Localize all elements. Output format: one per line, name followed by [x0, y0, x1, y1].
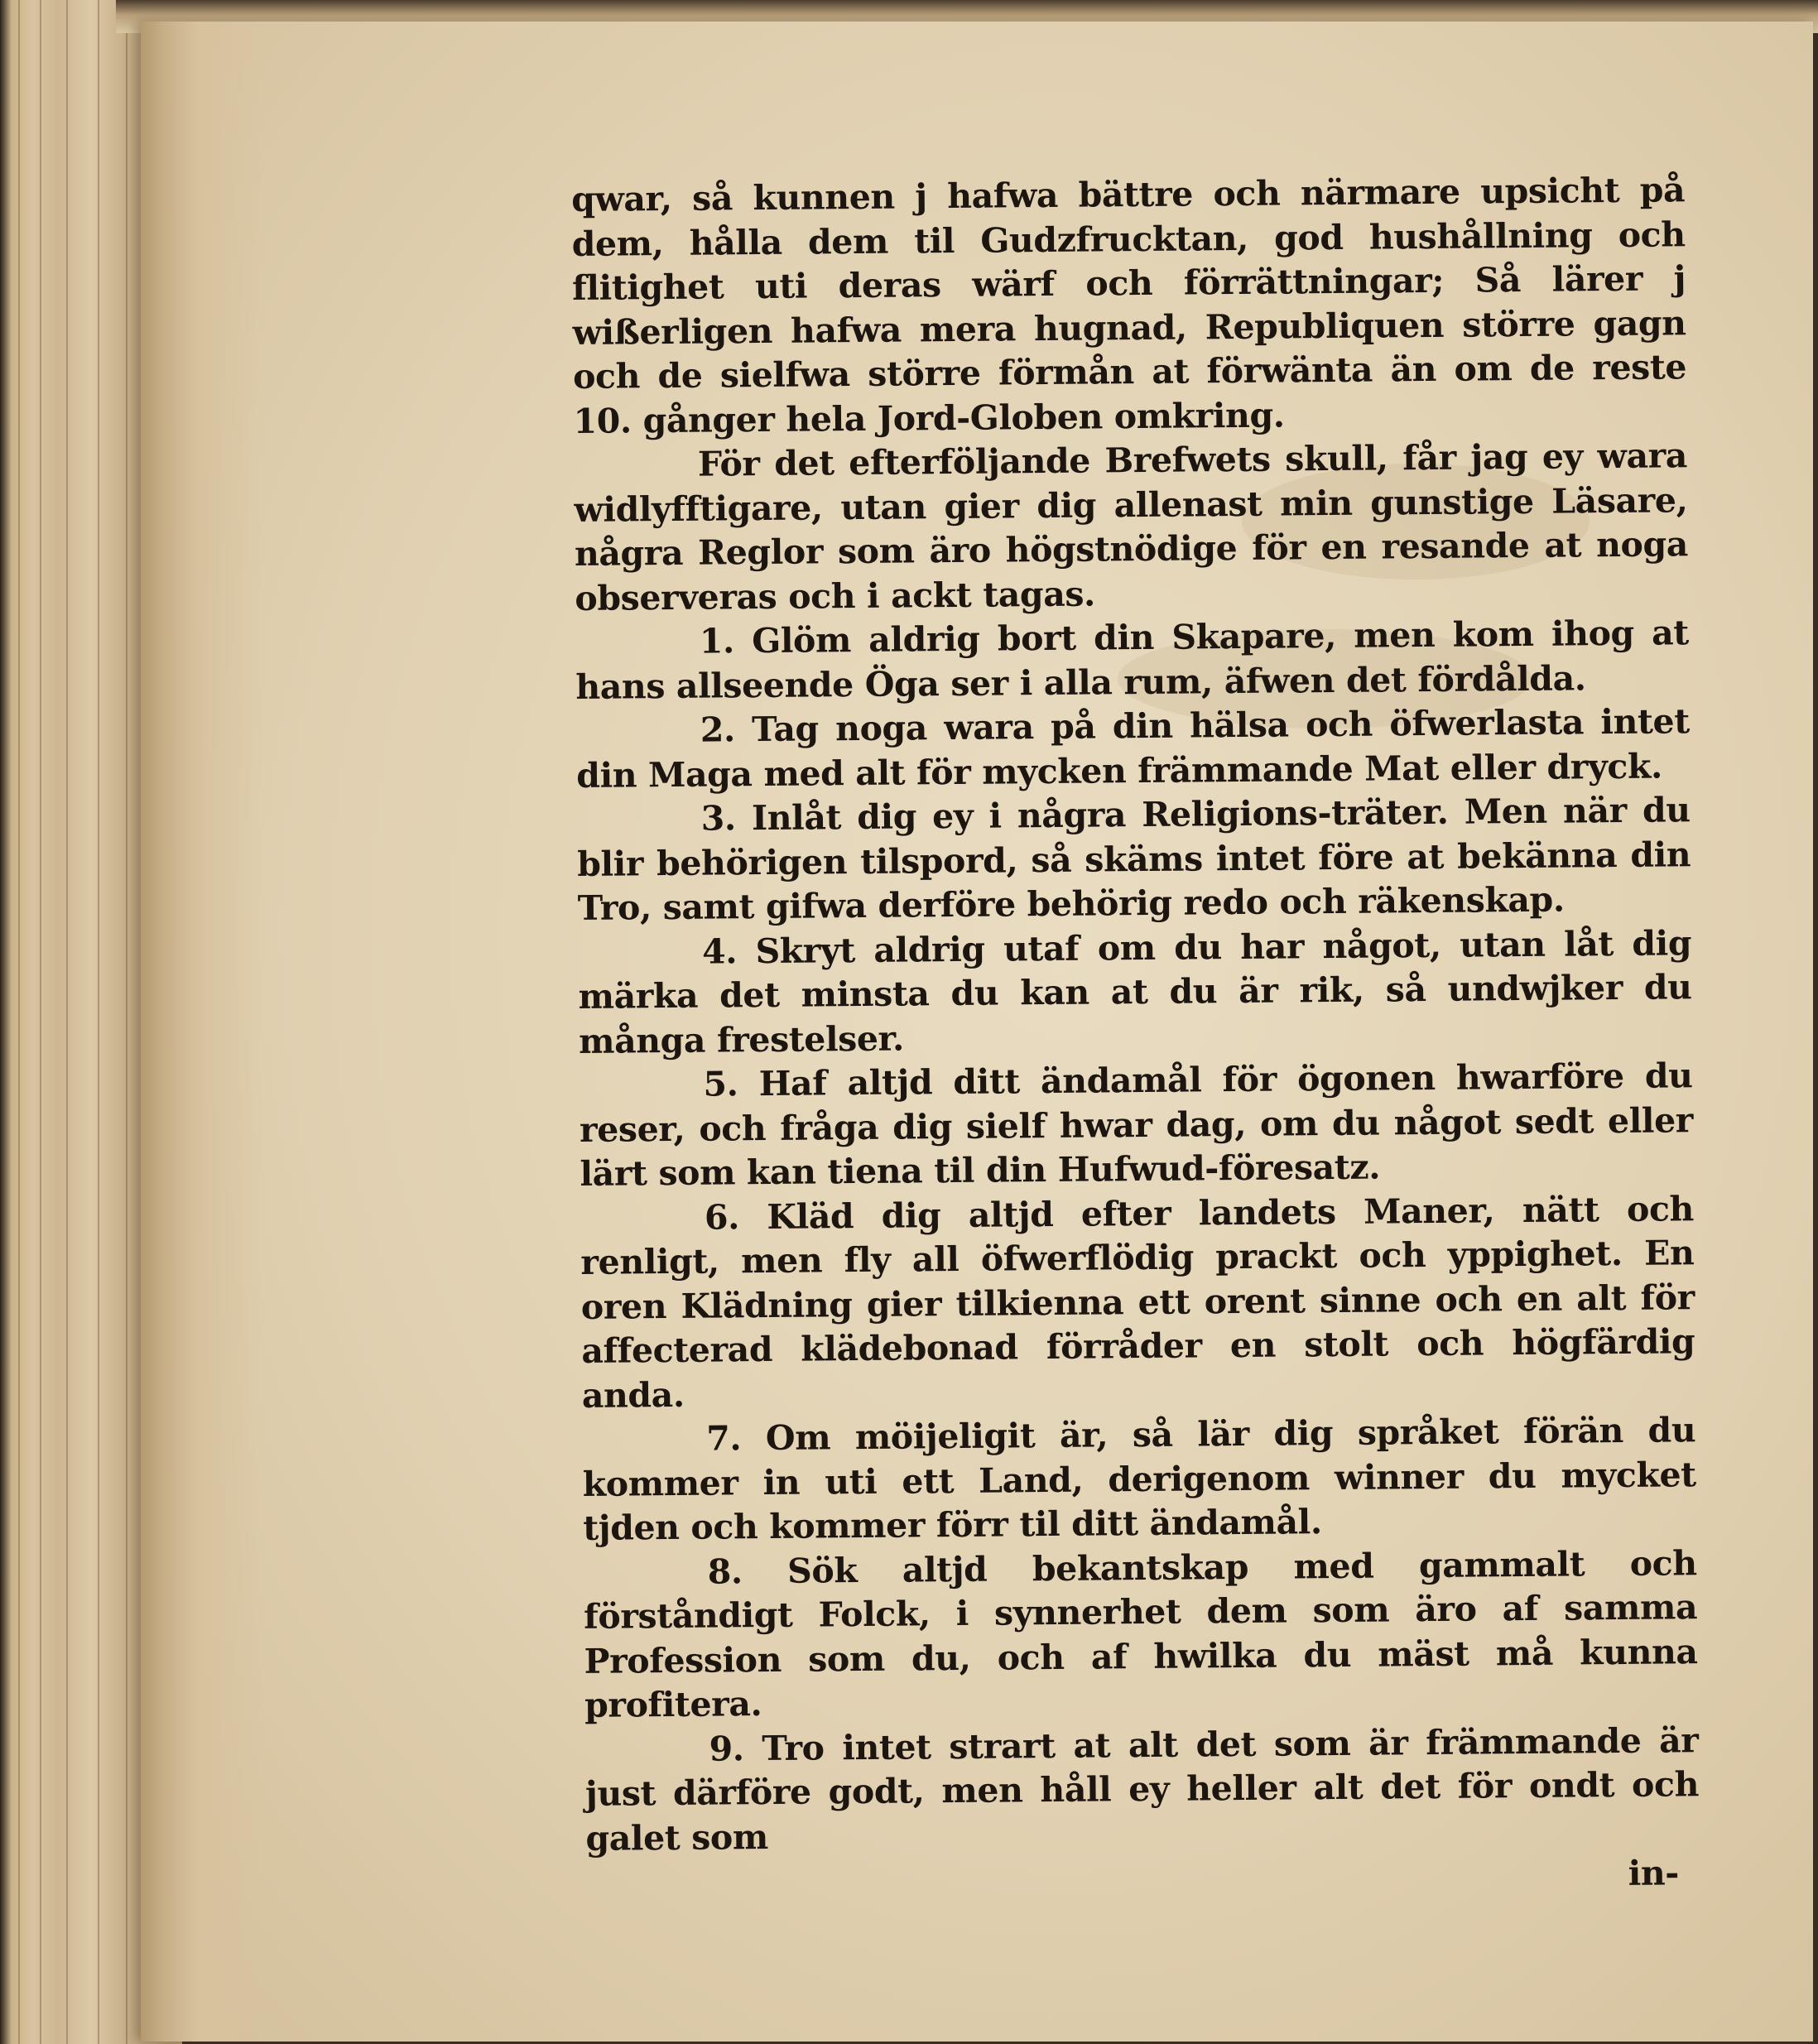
rule-6: 6. Kläd dig altjd efter landets Maner, nätt och renligt, men fly all öfwerflödig prackt och yppighet. En oren Klädning gier tilkienna ett orent sinne och en alt för affecterad klädebonad förråder en stolt och högfärdig anda.	[580, 1188, 1695, 1416]
page-text	[571, 168, 1700, 1905]
rule-4: 4. Skryt aldrig utaf om du har något, utan låt dig märka det minsta du kan at du är rik, så undwjker du många frestelser.	[578, 922, 1692, 1061]
rule-8: 8. Sök altjd bekantskap med gammalt och förståndigt Folck, i synnerhet dem som äro af samma Profession som du, och af hwilka du mäst må kunna profitera.	[583, 1542, 1698, 1725]
rule-7: 7. Om möijeligit är, så lär dig språket förän du kommer in uti ett Land, derigenom winner du mycket tjden och kommer förr til ditt ändamål.	[582, 1410, 1696, 1548]
rule-1: 1. Glöm aldrig bort din Skapare, men kom ihog at hans allseende Öga ser i alla rum, äfwen det fördålda.	[575, 613, 1690, 707]
rule-9: 9. Tro intet strart at alt det som är främmande är just därföre godt, men håll ey heller alt det för ondt och galet som	[584, 1719, 1700, 1859]
rule-2: 2. Tag noga wara på din hälsa och öfwerlasta intet din Maga med alt för mycken främmande Mat eller dryck.	[576, 701, 1690, 796]
page-gutter-shadow	[141, 22, 265, 2042]
rule-3: 3. Inlåt dig ey i några Religions-träter. Men när du blir behörigen tilspord, så skäms intet före at bekänna din Tro, samt gifwa derföre behörig redo och räkenskap.	[577, 790, 1691, 928]
paragraph-rules-intro: För det efterföljande Brefwets skull, får jag ey wara widlyfftigare, utan gier dig allenast min gunstige Läsare, några Reglor som äro högstnödige för en resande at noga observeras och i ackt tagas.	[574, 435, 1689, 618]
paragraph-intro: qwar, så kunnen j hafwa bättre och närmare upsicht på dem, hålla dem til Gudzfrucktan, god hushållning och flitighet uti deras wärf och förrättningar; Så lärer j wißerligen hafwa mera hugnad, Republiquen större gagn och de sielfwa större förmån at förwänta än om de reste 10. gånger hela Jord-Globen omkring.	[571, 170, 1687, 441]
rule-5: 5. Haf altjd ditt ändamål för ögonen hwarföre du reser, och fråga dig sielf hwar dag, om du något sedt eller lärt som kan tiena til din Hufwud-föresatz.	[579, 1056, 1694, 1194]
catchword: in-	[1628, 1853, 1680, 1893]
